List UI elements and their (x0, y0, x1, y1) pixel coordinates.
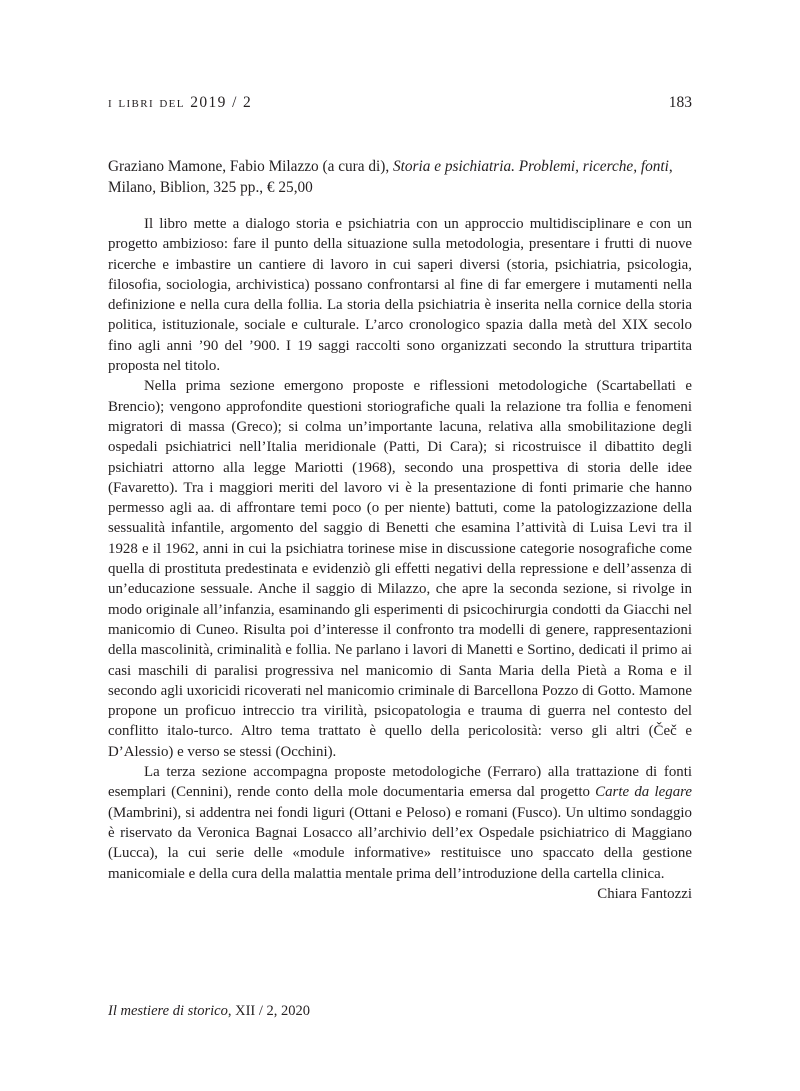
citation-title: Storia e psichiatria. Problemi, ricerche, fonti (393, 158, 669, 175)
footer-journal-name: Il mestiere di storico (108, 1003, 228, 1019)
page-footer (108, 1003, 310, 1020)
project-title-italic: Carte da legare (595, 784, 692, 801)
running-head (108, 94, 692, 116)
page-number: 183 (668, 94, 692, 111)
citation-authors: Graziano Mamone, Fabio Milazzo (a cura di), (108, 158, 394, 175)
review-paragraph-2: Nella prima sezione emergono proposte e riflessioni metodologiche (Scartabellati e Brencio); vengono approfondite questioni storiografiche quali la relazione tra follia e fenomeni migratori di massa (Greco); si colma un’importante lacuna, relativa alla smobilitazione degli ospedali psichiatrici nell’Italia meridionale (Patti, Di Cara); si ricostruisce il dibattito degli psichiatri attorno alla legge Mariotti (1968), secondo una prospettiva di storia delle idee (Favaretto). Tra i maggiori meriti del lavoro vi è la presentazione di fonti primarie che hanno permesso agli aa. di affrontare temi poco (o per niente) battuti, come la patologizzazione della sessualità infantile, argomento del saggio di Benetti che esamina l’attività di Luisa Levi tra il 1928 e il 1962, anni in cui la psichiatra torinese mise in discussione categorie nosografiche come quella di prostituta predestinata e evidenziò gli effetti negativi della repressione e dell’assenza di un’educazione sessuale. Anche il saggio di Milazzo, che apre la seconda sezione, si rivolge in modo originale all’infanzia, esaminando gli esperimenti di psicochirurgia condotti da Giacchi nel manicomio di Cuneo. Risulta poi d’interesse il confronto tra modelli di genere, rappresentazioni della mascolinità, criminalità e follia. Ne parlano i lavori di Manetti e Sortino, dedicati il primo ai casi maschili di paralisi progressiva nel manicomio di Santa Maria della Pietà a Roma e il secondo agli uxoricidi ricoverati nel manicomio criminale di Barcellona Pozzo di Gotto. Mamone propone un proficuo intreccio tra virilità, psicopatologia e trauma di guerra nel contesto del conflitto italo-turco. Altro tema trattato è quello della pericolosità: verso gli altri (Čeč e D’Alessio) e verso se stessi (Occhini). (108, 378, 692, 760)
running-head-journal: i libri del 2019 / 2 (108, 94, 253, 111)
paragraph-3-text-start: La terza sezione accompagna proposte metodologiche (Ferraro) alla trattazione di fonti esemplari (Cennini), rende conto della mole documentaria emersa dal progetto (108, 764, 692, 801)
review-paragraph-3 (108, 762, 692, 884)
citation-publication: , Milano, Biblion, 325 pp., € 25,00 (108, 158, 673, 196)
review-paragraph-1: Il libro mette a dialogo storia e psichiatria con un approccio multidisciplinare e con un progetto ambizioso: fare il punto della situazione sulla metodologia, presentare i frutti di nuove ricerche e imbastire un cantiere di lavoro in cui saperi diversi (storia, psichiatria, psicologia, filosofia, sociologia, archivistica) possano confrontarsi al fine di far emergere i mutamenti nella definizione e nella cura della follia. La storia della psichiatria è inserita nella cornice della storia politica, istituzionale, sociale e culturale. L’arco cronologico spazia dalla metà del XIX secolo fino agli anni ’90 del ’900. I 19 saggi raccolti sono organizzati secondo la struttura tripartita proposta nel titolo. (108, 216, 692, 375)
review-body (108, 214, 692, 904)
footer-issue: , XII / 2, 2020 (227, 1003, 311, 1019)
reviewer-signature: Chiara Fantozzi (597, 885, 692, 902)
book-citation (108, 157, 692, 198)
paragraph-3-text-end: (Mambrini), si addentra nei fondi liguri (Ottani e Peloso) e romani (Fusco). Un ultimo sondaggio è riservato da Veronica Bagnai Losacco all’archivio dell’ex Ospedale psichiatrico di Maggiano (Lucca), la cui serie delle «module informative» restituisce uno spaccato della gestione manicomiale e della cura della malattia mentale prima dell’introduzione della cartella clinica. (108, 804, 692, 882)
